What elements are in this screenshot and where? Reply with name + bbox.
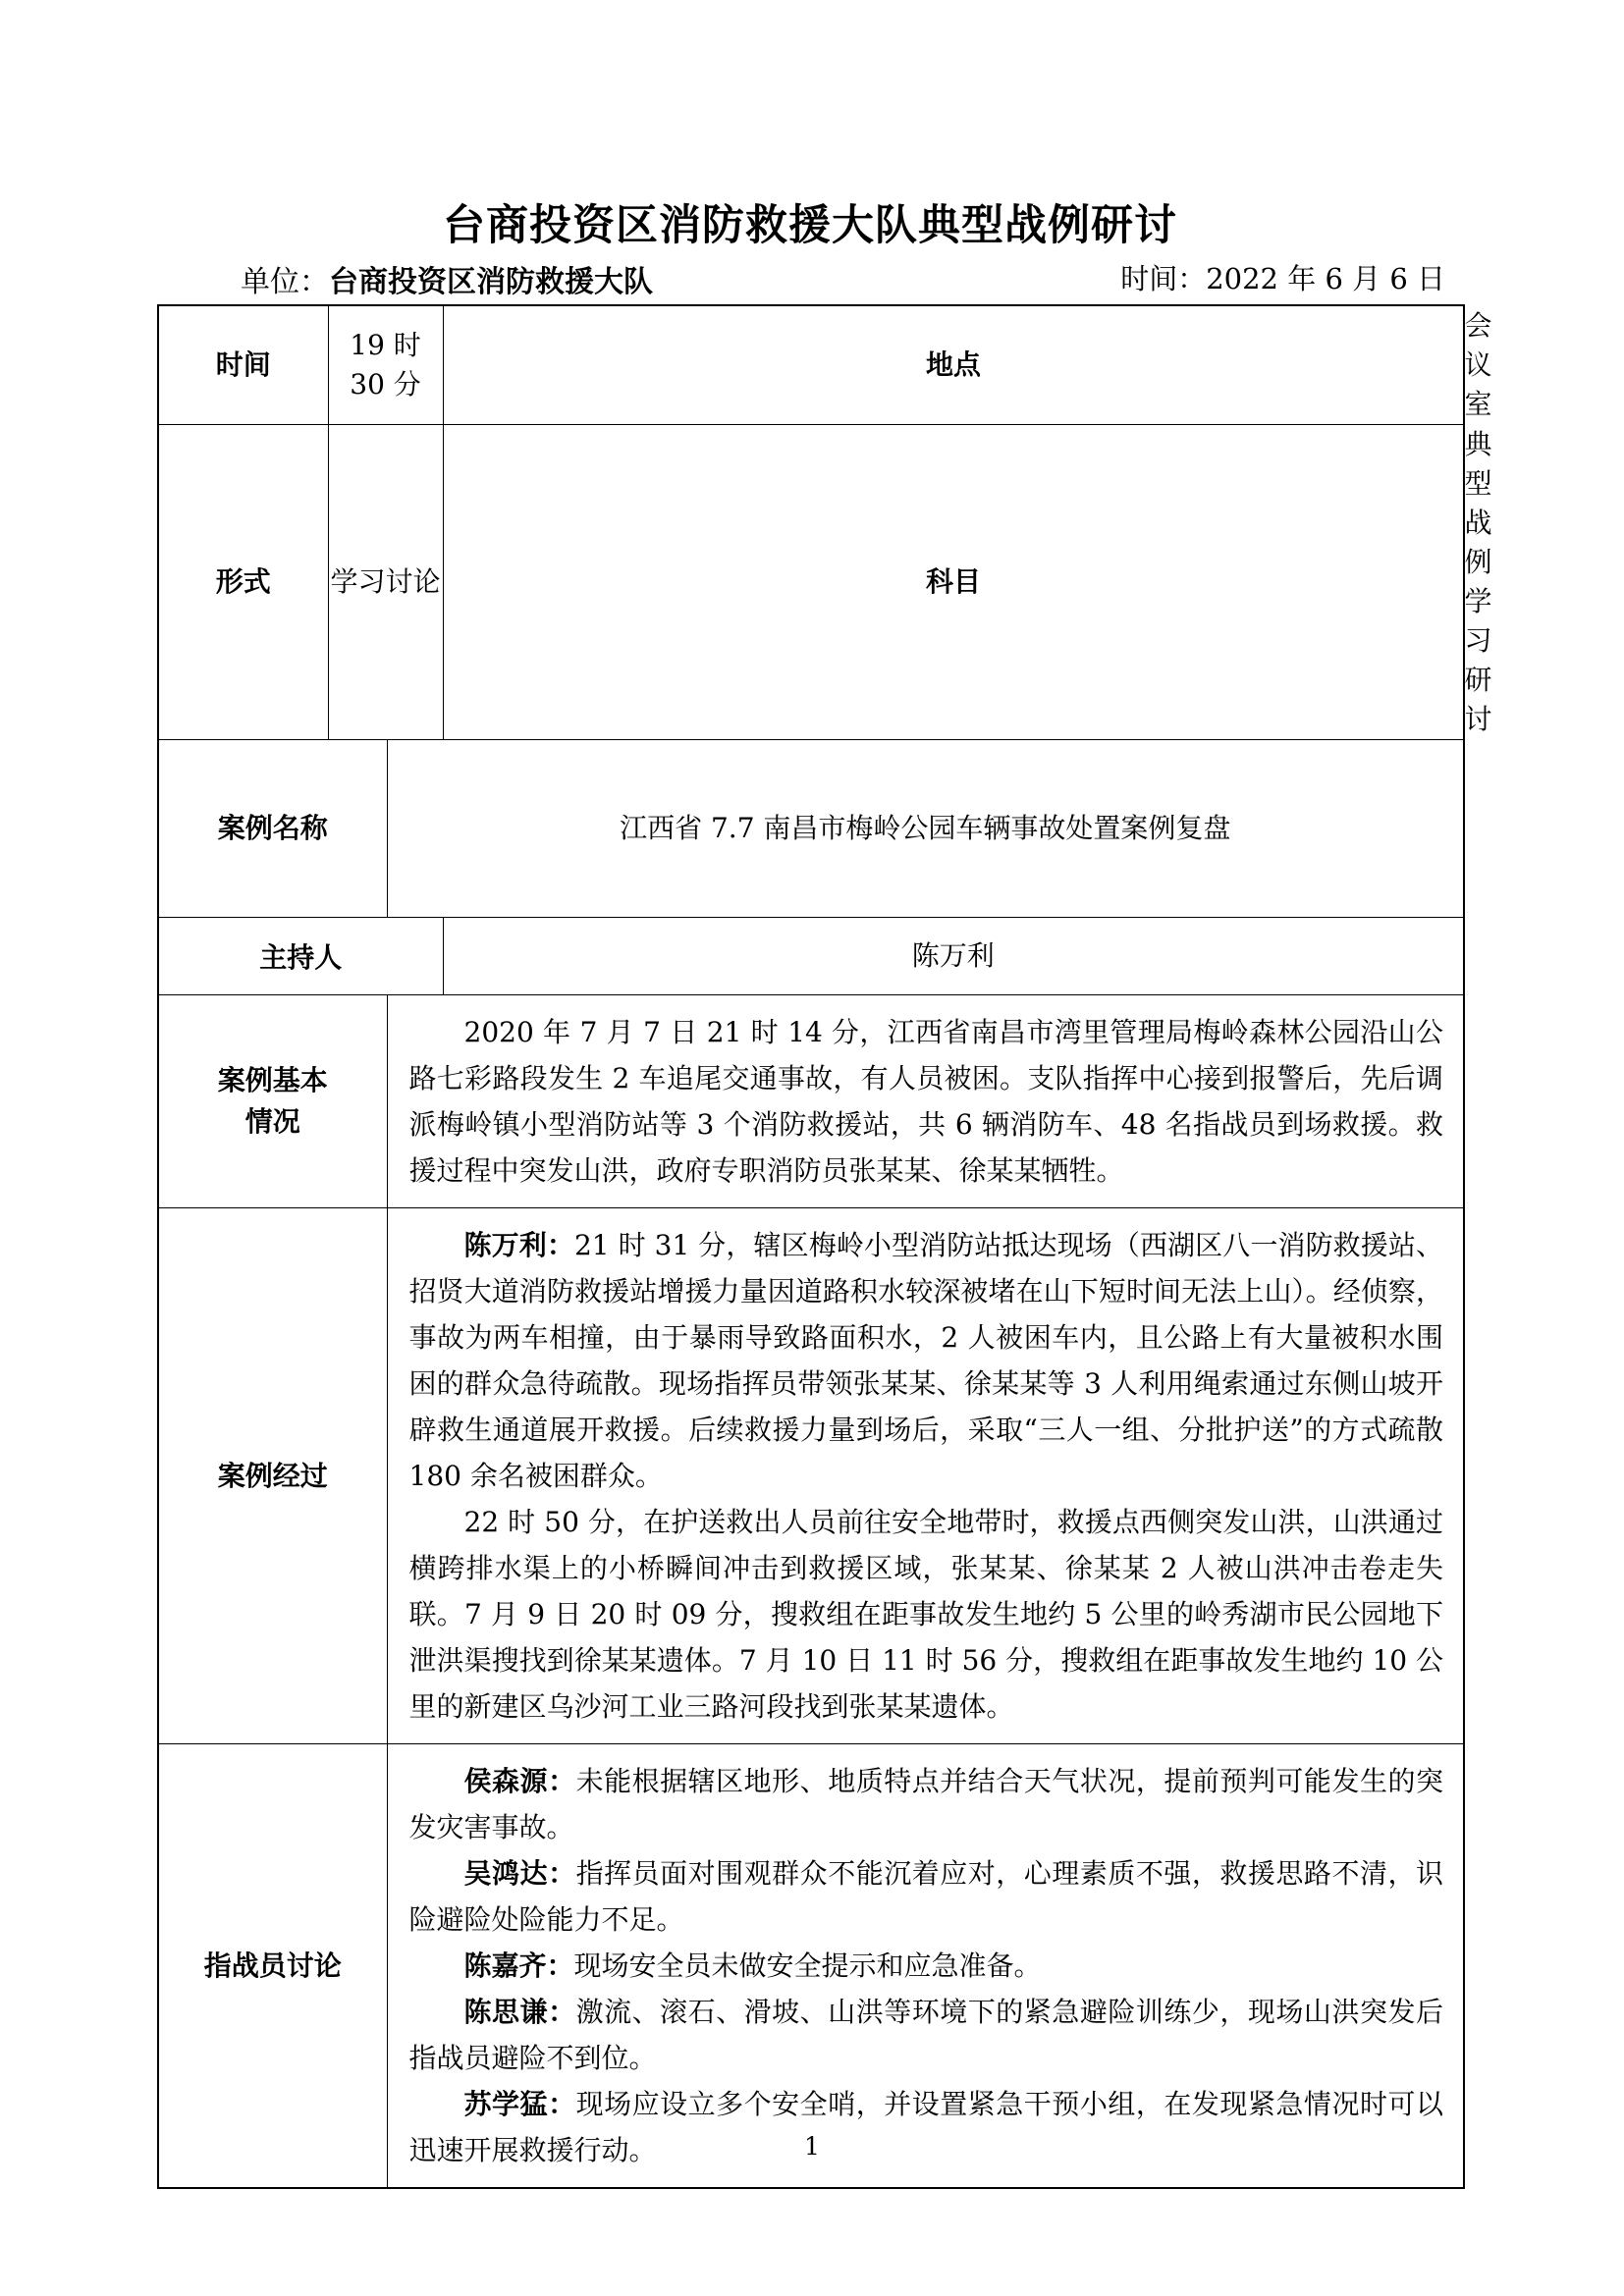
case-study-table	[157, 304, 1492, 2189]
cell-basic-info-body	[387, 995, 1464, 1208]
cell-process-label: 案例经过	[158, 1208, 387, 1744]
cell-time-label: 时间	[158, 305, 328, 425]
discussion-text: 未能根据辖区地形、地质特点并结合天气状况，提前预判可能发生的突发灾害事故。	[408, 1765, 1443, 1843]
cell-form-value: 学习讨论	[328, 425, 443, 740]
discussion-text: 现场安全员未做安全提示和应急准备。	[573, 1949, 1042, 1982]
process-text: 21 时 31 分，辖区梅岭小型消防站抵达现场（西湖区八一消防救援站、招贤大道消防救援站增援力量因道路积水较深被堵在山下短时间无法上山）。经侦察，事故为两车相撞，由于暴雨导致路面积水，2 人被困车内，且公路上有大量被积水围困的群众急待疏散。现场指挥员带领张某某、徐某某等 3 人利用绳索通过东侧山坡开辟救生通道展开救援。后续救援力量到场后，采取“三人一组、分批护送”的方式疏散 180 余名被困群众。	[408, 1229, 1444, 1492]
cell-basic-info-label	[158, 995, 387, 1208]
cell-time-value: 19 时 30 分	[328, 305, 443, 425]
table-row-discussion	[158, 1744, 1464, 2189]
speaker-colon: ：	[548, 1996, 576, 2028]
cell-subject-label: 科目	[443, 425, 1464, 740]
unit-label: 单位：	[241, 265, 329, 299]
discussion-entry	[409, 1758, 1444, 1850]
header-meta-row	[157, 257, 1463, 299]
table-row-case-name	[158, 740, 1464, 918]
speaker-name: 侯森源	[463, 1765, 549, 1797]
basic-info-paragraph: 2020 年 7 月 7 日 21 时 14 分，江西省南昌市湾里管理局梅岭森林公园沿山公路七彩路段发生 2 车追尾交通事故，有人员被困。支队指挥中心接到报警后，先后调派梅岭镇小型消防站等 3 个消防救援站，共 6 辆消防车、48 名指战员到场救援。救援过程中突发山洪，政府专职消防员张某某、徐某某牺牲。	[408, 1016, 1444, 1187]
speaker-colon: ：	[548, 1765, 576, 1797]
table-row-process	[158, 1208, 1464, 1744]
speaker-name: 陈思谦	[463, 1996, 549, 2028]
speaker-colon: ：	[546, 1949, 574, 1982]
unit-field	[241, 257, 653, 300]
cell-process-body	[387, 1208, 1464, 1744]
process-text: 22 时 50 分，在护送救出人员前往安全地带时，救援点西侧突发山洪，山洪通过横跨排水渠上的小桥瞬间冲击到救援区域，张某某、徐某某 2 人被山洪冲击卷走失联。7 月 9 日 20 时 09 分，搜救组在距事故发生地约 5 公里的岭秀湖市民公园地下泄洪渠搜找到徐某某遗体。7 月 10 日 11 时 56 分，搜救组在距事故发生地约 10 公里的新建区乌沙河工业三路河段找到张某某遗体。	[408, 1506, 1444, 1723]
cell-place-label: 地点	[443, 305, 1464, 425]
discussion-text: 指挥员面对围观群众不能沉着应对，心理素质不强，救援思路不清，识险避险处险能力不足。	[408, 1857, 1443, 1936]
cell-form-label: 形式	[158, 425, 328, 740]
speaker-colon: ：	[546, 1229, 574, 1261]
basic-info-label-line2: 情况	[244, 1105, 300, 1138]
speaker-colon: ：	[548, 2088, 576, 2120]
speaker-name: 陈万利	[463, 1229, 547, 1261]
discussion-text: 现场应设立多个安全哨，并设置紧急干预小组，在发现紧急情况时可以迅速开展救援行动。	[408, 2088, 1443, 2166]
speaker-colon: ：	[548, 1857, 576, 1890]
table-row-host	[158, 918, 1464, 995]
page-number: 1	[804, 2132, 820, 2161]
speaker-name: 陈嘉齐	[463, 1949, 547, 1982]
table-row-form: 形式 学习讨论 科目 典型战例学习研讨	[158, 425, 1464, 740]
speaker-name: 吴鸿达	[463, 1857, 549, 1890]
cell-host-label: 主持人	[158, 918, 443, 995]
page-title: 台商投资区消防救援大队典型战例研讨	[443, 201, 1177, 250]
cell-host-value: 陈万利	[443, 918, 1464, 995]
discussion-entry	[409, 1989, 1444, 2081]
date-field: 时间：2022 年 6 月 6 日	[1120, 262, 1445, 295]
unit-value: 台商投资区消防救援大队	[329, 265, 653, 299]
cell-case-name-value: 江西省 7.7 南昌市梅岭公园车辆事故处置案例复盘	[387, 740, 1464, 918]
discussion-entry	[409, 1850, 1444, 1943]
table-row-time: 时间 19 时 30 分 地点 会议室	[158, 305, 1464, 425]
discussion-text: 激流、滚石、滑坡、山洪等环境下的紧急避险训练少，现场山洪突发后指战员避险不到位。	[408, 1996, 1443, 2074]
cell-discussion-body	[387, 1744, 1464, 2189]
basic-info-label-line1: 案例基本	[217, 1064, 328, 1096]
cell-case-name-label: 案例名称	[158, 740, 387, 918]
table-row-basic-info	[158, 995, 1464, 1208]
discussion-entry	[409, 1943, 1444, 1989]
process-paragraph	[409, 1499, 1444, 1730]
speaker-name: 苏学猛	[463, 2088, 549, 2120]
cell-discussion-label: 指战员讨论	[158, 1744, 387, 2189]
process-paragraph	[409, 1222, 1444, 1499]
